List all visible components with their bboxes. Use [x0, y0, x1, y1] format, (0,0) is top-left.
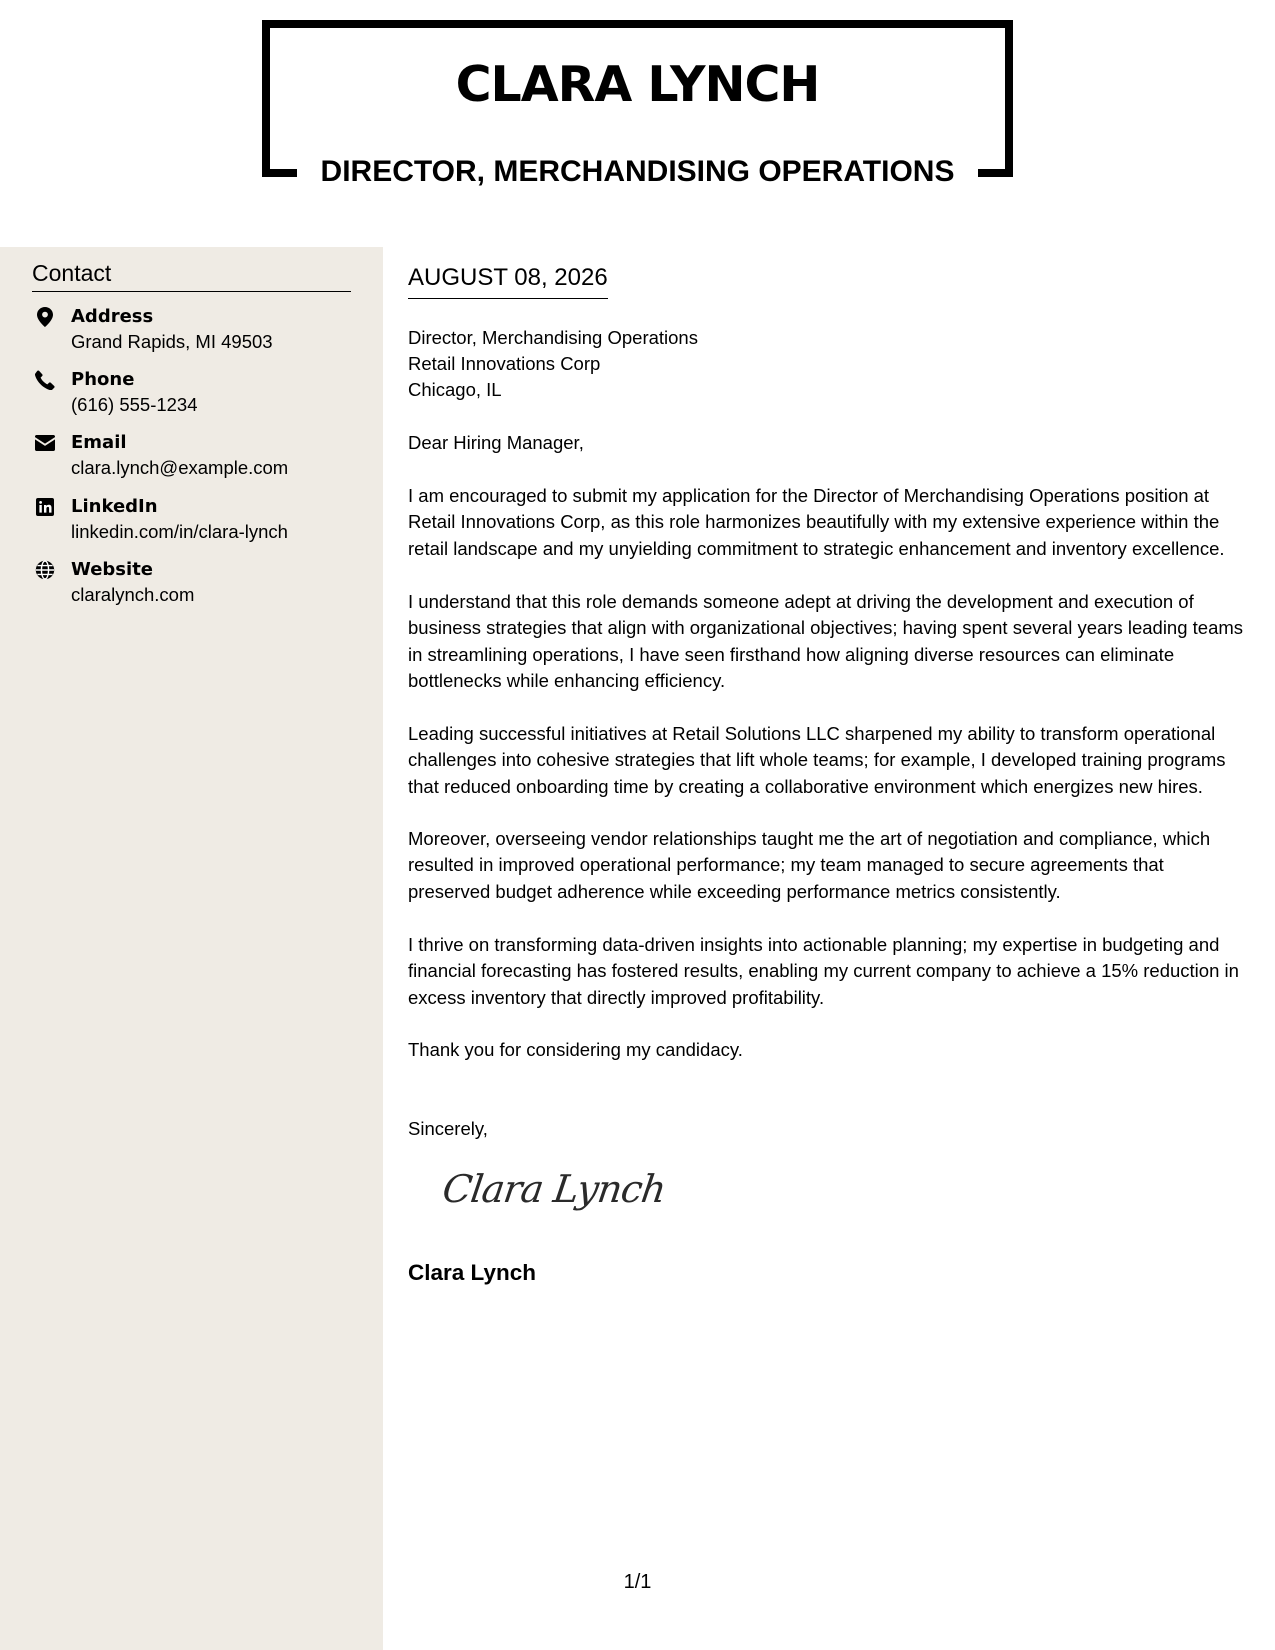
envelope-icon [32, 433, 58, 453]
contact-heading: Contact [32, 262, 351, 292]
applicant-name: CLARA LYNCH [455, 56, 820, 113]
page-number: 1/1 [623, 1571, 652, 1593]
body-paragraph: Moreover, overseeing vendor relationships taught me the art of negotiation and compliance, which resulted in improved operational performance; my team managed to secure agreements that preserved budget adherence while exceeding performance metrics consistently. [408, 828, 1211, 902]
contact-label: LinkedIn [71, 496, 158, 517]
salutation: Dear Hiring Manager, [408, 432, 584, 453]
closing-thanks: Thank you for considering my candidacy. [408, 1039, 743, 1060]
handwritten-signature: Clara Lynch [439, 1167, 669, 1211]
contact-value: claralynch.com [71, 584, 195, 605]
contact-value: linkedin.com/in/clara-lynch [71, 521, 288, 542]
contact-label: Address [71, 306, 154, 327]
contact-value: (616) 555-1234 [71, 394, 198, 415]
globe-icon [32, 560, 58, 580]
contact-label: Phone [71, 369, 135, 390]
header-frame [262, 20, 1013, 188]
recipient-company: Retail Innovations Corp [408, 353, 601, 374]
closing-salutation: Sincerely, [408, 1118, 488, 1139]
location-pin-icon [32, 307, 58, 327]
body-paragraph: Leading successful initiatives at Retail Solutions LLC sharpened my ability to transform operational challenges into cohesive strategies that lift whole teams; for example, I developed training programs that reduced onboarding time by creating a collaborative environment which energizes new hires. [408, 723, 1226, 797]
linkedin-icon [32, 497, 58, 517]
body-paragraph: I thrive on transforming data-driven insights into actionable planning; my expertise in budgeting and financial forecasting has fostered results, enabling my current company to achieve a 15% reduction in excess inventory that directly improved profitability. [408, 934, 1239, 1008]
recipient-position: Director, Merchandising Operations [408, 327, 698, 348]
frame-top-bar [262, 20, 1013, 28]
body-paragraph: I am encouraged to submit my application for the Director of Merchandising Operations position at Retail Innovations Corp, as this role harmonizes beautifully with my extensive experience within the retail landscape and my unyielding commitment to strategic enhancement and inventory excellence. [408, 485, 1225, 559]
phone-icon [32, 370, 58, 390]
recipient-block [408, 325, 698, 403]
contact-value: clara.lynch@example.com [71, 457, 289, 478]
signer-name: Clara Lynch [408, 1260, 536, 1285]
body-paragraph: I understand that this role demands someone adept at driving the development and execution of business strategies that align with organizational objectives; having spent several years leading teams in streamlining operations, I have seen firsthand how aligning diverse resources can eliminate bottlenecks while enhancing efficiency. [408, 591, 1244, 691]
contact-label: Website [71, 559, 154, 580]
contact-label: Email [71, 432, 127, 453]
letter-date: AUGUST 08, 2026 [408, 266, 608, 299]
job-title: DIRECTOR, MERCHANDISING OPERATIONS [320, 155, 955, 188]
recipient-location: Chicago, IL [408, 379, 502, 400]
contact-value: Grand Rapids, MI 49503 [71, 331, 273, 352]
